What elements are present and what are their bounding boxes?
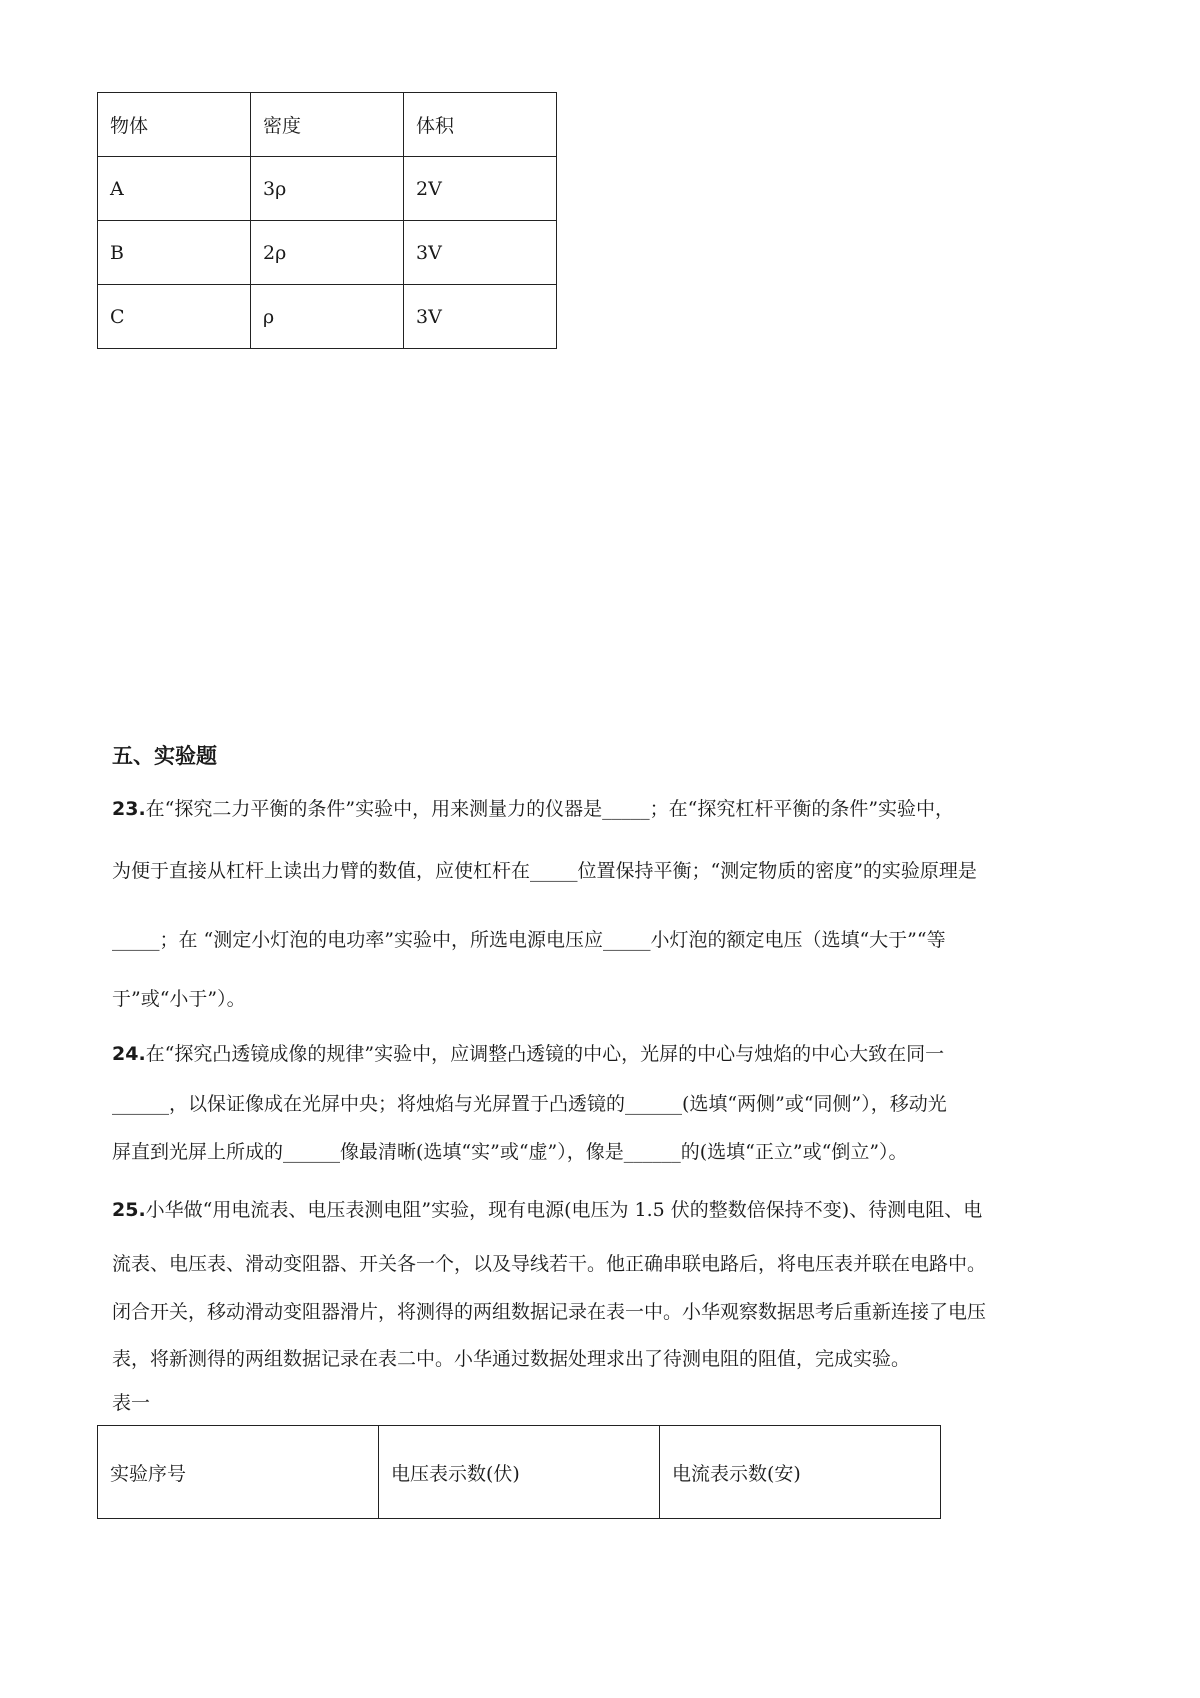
table-header-cell: 体积 [404, 93, 557, 157]
question-text: 在“探究二力平衡的条件”实验中，用来测量力的仪器是_____；在“探究杠杆平衡的条件”实验中， [145, 798, 955, 820]
table-cell: B [98, 221, 251, 285]
table-header-cell: 物体 [98, 93, 251, 157]
question-number: 24. [112, 1043, 146, 1065]
q24-line-2: ______，以保证像成在光屏中央；将烛焰与光屏置于凸透镜的______(选填“两侧”或“同侧”），移动光 [112, 1093, 947, 1115]
q25-line-3: 闭合开关，移动滑动变阻器滑片，将测得的两组数据记录在表一中。小华观察数据思考后重新连接了电压 [112, 1301, 987, 1323]
table-row [98, 285, 557, 349]
table-cell: ρ [251, 285, 404, 349]
table-header-row [98, 1426, 941, 1519]
question-text: 在“探究凸透镜成像的规律”实验中，应调整凸透镜的中心，光屏的中心与烛焰的中心大致在同一 [145, 1043, 945, 1065]
q25-line-2: 流表、电压表、滑动变阻器、开关各一个，以及导线若干。他正确串联电路后，将电压表并联在电路中。 [112, 1253, 987, 1275]
section-heading: 五、实验题 [112, 744, 217, 768]
q23-line-3: _____；在 “测定小灯泡的电功率”实验中，所选电源电压应_____小灯泡的额定电压（选填“大于”“等 [112, 929, 946, 951]
table-header-cell: 实验序号 [98, 1426, 379, 1519]
q23-line-2: 为便于直接从杠杆上读出力臂的数值，应使杠杆在_____位置保持平衡；“测定物质的密度”的实验原理是 [112, 860, 977, 882]
table-cell: C [98, 285, 251, 349]
q24-line-3: 屏直到光屏上所成的______像最清晰(选填“实”或“虚”），像是______的(选填“正立”或“倒立”）。 [112, 1141, 908, 1163]
table-cell: A [98, 157, 251, 221]
table-caption: 表一 [112, 1392, 151, 1414]
q23-line-4: 于”或“小于”）。 [112, 988, 246, 1010]
table-header-cell: 电压表示数(伏) [379, 1426, 660, 1519]
q24-line-1 [112, 1040, 1102, 1068]
q23-line-1 [112, 795, 1102, 823]
table-header-row [98, 93, 557, 157]
table-cell: 3V [404, 285, 557, 349]
density-volume-table [97, 92, 557, 349]
table-row [98, 221, 557, 285]
measurement-table [97, 1425, 941, 1519]
question-number: 23. [112, 798, 146, 820]
table-row [98, 157, 557, 221]
table-header-cell: 密度 [251, 93, 404, 157]
table-cell: 3ρ [251, 157, 404, 221]
table-header-cell: 电流表示数(安) [660, 1426, 941, 1519]
table-cell: 2ρ [251, 221, 404, 285]
question-text: 小华做“用电流表、电压表测电阻”实验，现有电源(电压为 1.5 伏的整数倍保持不变)、待测电阻、电 [145, 1199, 983, 1221]
table-cell: 3V [404, 221, 557, 285]
question-number: 25. [112, 1199, 146, 1221]
q25-line-4: 表，将新测得的两组数据记录在表二中。小华通过数据处理求出了待测电阻的阻值，完成实验。 [112, 1348, 911, 1370]
q25-line-1 [112, 1196, 1102, 1224]
table-cell: 2V [404, 157, 557, 221]
